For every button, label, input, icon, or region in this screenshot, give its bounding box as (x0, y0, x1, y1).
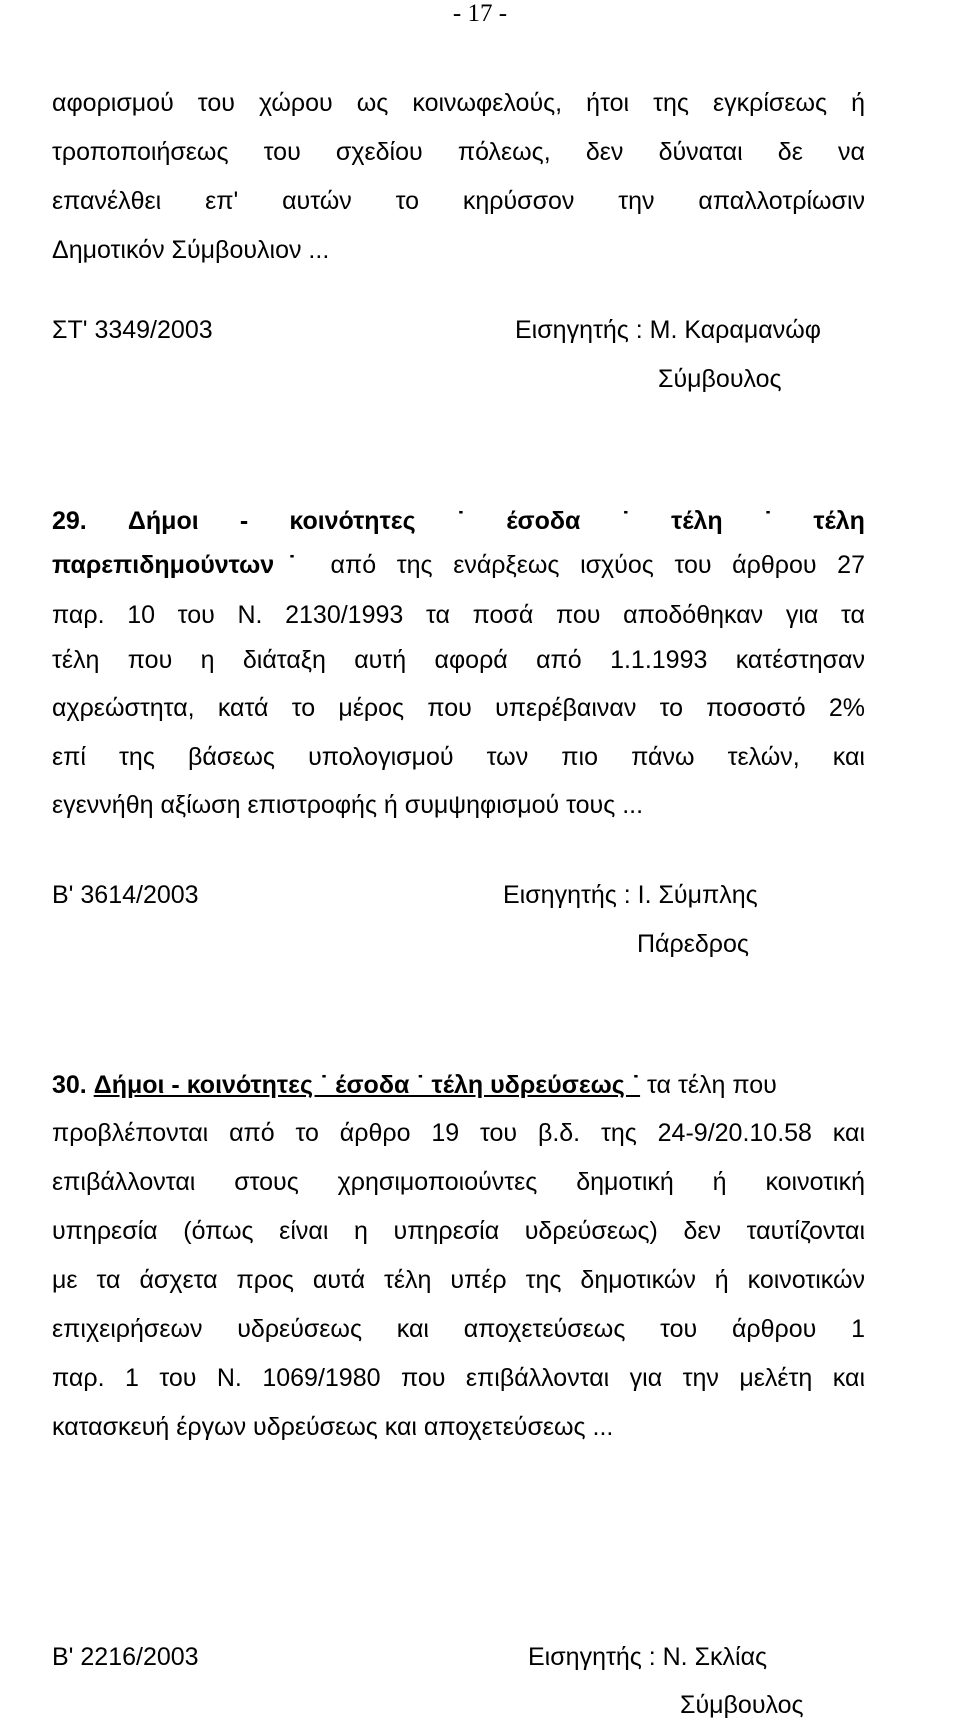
case-reference: Β' 2216/2003 (52, 1643, 199, 1671)
paragraph-line: Δημοτικόν Σύμβουλιον ... (52, 236, 330, 264)
paragraph-text: από της ενάρξεως ισχύος του άρθρου 27 (309, 551, 865, 579)
heading-word: ˙ (763, 507, 773, 535)
section-30-heading (52, 1070, 865, 1100)
heading-word: Δήμοι (127, 507, 199, 535)
paragraph-line: υπηρεσία (όπως είναι η υπηρεσία υδρεύσεως) δεν ταυτίζονται (52, 1217, 865, 1245)
paragraph-line: τροποποιήσεως του σχεδίου πόλεως, δεν δύναται δε να (52, 138, 865, 166)
case-reference: Β' 3614/2003 (52, 881, 199, 909)
rapporteur: Εισηγητής : Μ. Καραμανώφ (515, 316, 821, 344)
rapporteur: Εισηγητής : Ι. Σύμπλης (503, 881, 758, 909)
paragraph-line: με τα άσχετα προς αυτά τέλη υπέρ της δημοτικών ή κοινοτικών (52, 1266, 865, 1294)
page-number: - 17 - (452, 0, 508, 27)
case-reference: ΣΤ' 3349/2003 (52, 316, 213, 344)
paragraph-line: αχρεώστητα, κατά το μέρος που υπερέβαιναν το ποσοστό 2% (52, 694, 865, 722)
paragraph-line: επιχειρήσεων υδρεύσεως και αποχετεύσεως του άρθρου 1 (52, 1315, 865, 1343)
rapporteur: Εισηγητής : Ν. Σκλίας (528, 1643, 768, 1671)
paragraph-line: αφορισμού του χώρου ως κοινωφελούς, ήτοι της εγκρίσεως ή (52, 89, 865, 117)
paragraph-line (52, 550, 865, 580)
paragraph-line: παρ. 1 του Ν. 1069/1980 που επιβάλλονται για την μελέτη και (52, 1364, 865, 1392)
heading-word: έσοδα (506, 507, 581, 535)
paragraph-line: επανέλθει επ' αυτών το κηρύσσον την απαλλοτρίωσιν (52, 187, 865, 215)
paragraph-line: εγεννήθη αξίωση επιστροφής ή συμψηφισμού τους ... (52, 791, 644, 819)
section-number: 30. (52, 1071, 87, 1099)
heading-word: ˙ (456, 507, 466, 535)
heading-word: ˙ (621, 507, 630, 535)
rapporteur-title: Σύμβουλος (680, 1691, 804, 1719)
rapporteur-title: Σύμβουλος (658, 365, 782, 393)
paragraph-line: επιβάλλονται στους χρησιμοποιούντες δημοτική ή κοινοτική (52, 1168, 865, 1196)
heading-word: τέλη (671, 507, 723, 535)
heading-text: Δήμοι - κοινότητες ˙ έσοδα ˙ τέλη υδρεύσεως ˙ (93, 1071, 641, 1099)
heading-word: κοινότητες (289, 507, 416, 535)
heading-word: - (239, 507, 249, 535)
paragraph-line: παρ. 10 του Ν. 2130/1993 τα ποσά που αποδόθηκαν για τα (52, 601, 865, 629)
paragraph-line: προβλέπονται από το άρθρο 19 του β.δ. της 24-9/20.10.58 και (52, 1119, 865, 1147)
paragraph-line: τέλη που η διάταξη αυτή αφορά από 1.1.1993 κατέστησαν (52, 646, 865, 674)
section-29-heading (52, 506, 865, 536)
rapporteur-title: Πάρεδρος (637, 930, 749, 958)
heading-continuation: παρεπιδημούντων˙ (52, 551, 310, 579)
paragraph-line: κατασκευή έργων υδρεύσεως και αποχετεύσεως ... (52, 1413, 614, 1441)
section-number: 29. (52, 507, 87, 535)
paragraph-line: επί της βάσεως υπολογισμού των πιο πάνω τελών, και (52, 743, 865, 771)
paragraph-text: τα τέλη που (640, 1071, 777, 1099)
heading-word: τέλη (813, 507, 865, 535)
